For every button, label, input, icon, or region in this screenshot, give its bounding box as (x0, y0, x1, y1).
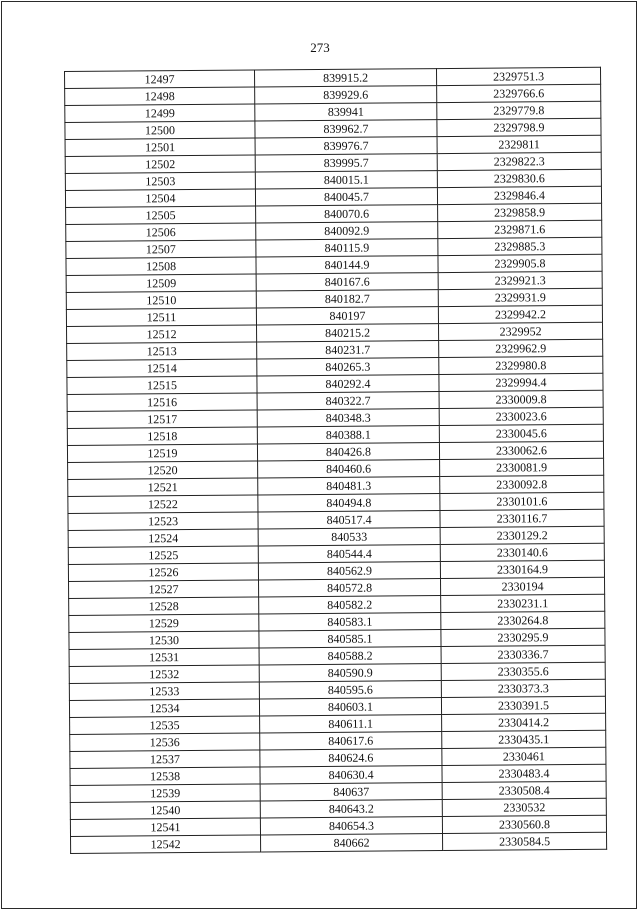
y-coordinate-cell: 2330009.8 (439, 390, 603, 408)
point-id-cell: 12521 (68, 478, 258, 496)
y-coordinate-cell: 2330435.1 (442, 730, 606, 748)
y-coordinate-cell: 2330508.4 (442, 781, 606, 799)
point-id-cell: 12538 (70, 767, 260, 785)
point-id-cell: 12539 (70, 784, 260, 802)
y-coordinate-cell: 2329779.8 (437, 101, 601, 119)
x-coordinate-cell: 840322.7 (257, 392, 439, 410)
point-id-cell: 12502 (65, 155, 255, 173)
point-id-cell: 12499 (65, 104, 255, 122)
point-id-cell: 12520 (68, 461, 258, 479)
point-id-cell: 12527 (69, 580, 259, 598)
x-coordinate-cell: 840617.6 (260, 732, 442, 750)
point-id-cell: 12512 (67, 325, 257, 343)
x-coordinate-cell: 840582.2 (259, 596, 441, 614)
x-coordinate-cell: 840182.7 (256, 290, 438, 308)
y-coordinate-cell: 2330101.6 (440, 492, 604, 510)
point-id-cell: 12537 (70, 750, 260, 768)
y-coordinate-cell: 2329962.9 (439, 339, 603, 357)
x-coordinate-cell: 840533 (258, 528, 440, 546)
x-coordinate-cell: 840494.8 (258, 494, 440, 512)
x-coordinate-cell: 840167.6 (256, 273, 438, 291)
point-id-cell: 12513 (67, 342, 257, 360)
x-coordinate-cell: 840517.4 (258, 511, 440, 529)
x-coordinate-cell: 840572.8 (259, 579, 441, 597)
x-coordinate-cell: 839995.7 (255, 154, 437, 172)
y-coordinate-cell: 2330129.2 (440, 526, 604, 544)
table-row (71, 832, 607, 853)
x-coordinate-cell: 840045.7 (255, 188, 437, 206)
y-coordinate-cell: 2329822.3 (437, 152, 601, 170)
y-coordinate-cell: 2329980.8 (439, 356, 603, 374)
x-coordinate-cell: 840654.3 (260, 817, 442, 835)
point-id-cell: 12529 (69, 614, 259, 632)
y-coordinate-cell: 2330355.6 (441, 662, 605, 680)
x-coordinate-cell: 839962.7 (255, 120, 437, 138)
y-coordinate-cell: 2330045.6 (439, 424, 603, 442)
point-id-cell: 12522 (68, 495, 258, 513)
x-coordinate-cell: 840215.2 (257, 324, 439, 342)
point-id-cell: 12517 (67, 410, 257, 428)
point-id-cell: 12518 (67, 427, 257, 445)
x-coordinate-cell: 840603.1 (259, 698, 441, 716)
x-coordinate-cell: 840585.1 (259, 630, 441, 648)
x-coordinate-cell: 839929.6 (255, 86, 437, 104)
point-id-cell: 12523 (68, 512, 258, 530)
x-coordinate-cell: 840070.6 (256, 205, 438, 223)
x-coordinate-cell: 840292.4 (257, 375, 439, 393)
y-coordinate-cell: 2330140.6 (440, 543, 604, 561)
x-coordinate-cell: 840562.9 (258, 562, 440, 580)
x-coordinate-cell: 840015.1 (255, 171, 437, 189)
y-coordinate-cell: 2329885.3 (438, 237, 602, 255)
point-id-cell: 12501 (65, 138, 255, 156)
y-coordinate-cell: 2330532 (442, 798, 606, 816)
page-number: 273 (310, 40, 330, 55)
y-coordinate-cell: 2330584.5 (443, 832, 607, 850)
x-coordinate-cell: 840611.1 (260, 715, 442, 733)
y-coordinate-cell: 2330295.9 (441, 628, 605, 646)
point-id-cell: 12511 (66, 308, 256, 326)
x-coordinate-cell: 840115.9 (256, 239, 438, 257)
y-coordinate-cell: 2329994.4 (439, 373, 603, 391)
point-id-cell: 12503 (65, 172, 255, 190)
x-coordinate-cell: 840092.9 (256, 222, 438, 240)
point-id-cell: 12541 (70, 818, 260, 836)
x-coordinate-cell: 840426.8 (257, 443, 439, 461)
y-coordinate-cell: 2330264.8 (441, 611, 605, 629)
y-coordinate-cell: 2330483.4 (442, 764, 606, 782)
point-id-cell: 12504 (65, 189, 255, 207)
point-id-cell: 12540 (70, 801, 260, 819)
point-id-cell: 12514 (67, 359, 257, 377)
y-coordinate-cell: 2330373.3 (441, 679, 605, 697)
coordinates-table (64, 67, 607, 854)
y-coordinate-cell: 2329858.9 (438, 203, 602, 221)
x-coordinate-cell: 840637 (260, 783, 442, 801)
x-coordinate-cell: 840583.1 (259, 613, 441, 631)
y-coordinate-cell: 2330164.9 (440, 560, 604, 578)
y-coordinate-cell: 2329871.6 (438, 220, 602, 238)
point-id-cell: 12534 (69, 699, 259, 717)
table-body (65, 67, 607, 853)
point-id-cell: 12508 (66, 257, 256, 275)
point-id-cell: 12533 (69, 682, 259, 700)
x-coordinate-cell: 840197 (256, 307, 438, 325)
y-coordinate-cell: 2329830.6 (437, 169, 601, 187)
y-coordinate-cell: 2330461 (442, 747, 606, 765)
y-coordinate-cell: 2330081.9 (440, 458, 604, 476)
point-id-cell: 12530 (69, 631, 259, 649)
x-coordinate-cell: 839915.2 (254, 69, 436, 87)
y-coordinate-cell: 2329931.9 (438, 288, 602, 306)
y-coordinate-cell: 2329766.6 (437, 84, 601, 102)
point-id-cell: 12500 (65, 121, 255, 139)
x-coordinate-cell: 840481.3 (258, 477, 440, 495)
y-coordinate-cell: 2329751.3 (436, 67, 600, 85)
y-coordinate-cell: 2330391.5 (441, 696, 605, 714)
y-coordinate-cell: 2329798.9 (437, 118, 601, 136)
y-coordinate-cell: 2330116.7 (440, 509, 604, 527)
y-coordinate-cell: 2330231.1 (441, 594, 605, 612)
x-coordinate-cell: 840388.1 (257, 426, 439, 444)
point-id-cell: 12536 (70, 733, 260, 751)
point-id-cell: 12497 (65, 70, 255, 88)
x-coordinate-cell: 840544.4 (258, 545, 440, 563)
y-coordinate-cell: 2329921.3 (438, 271, 602, 289)
point-id-cell: 12505 (66, 206, 256, 224)
x-coordinate-cell: 840348.3 (257, 409, 439, 427)
y-coordinate-cell: 2329952 (438, 322, 602, 340)
y-coordinate-cell: 2330194 (440, 577, 604, 595)
point-id-cell: 12535 (70, 716, 260, 734)
y-coordinate-cell: 2330062.6 (439, 441, 603, 459)
x-coordinate-cell: 839941 (255, 103, 437, 121)
y-coordinate-cell: 2330092.8 (440, 475, 604, 493)
point-id-cell: 12516 (67, 393, 257, 411)
x-coordinate-cell: 840630.4 (260, 766, 442, 784)
point-id-cell: 12519 (67, 444, 257, 462)
y-coordinate-cell: 2329905.8 (438, 254, 602, 272)
point-id-cell: 12528 (69, 597, 259, 615)
y-coordinate-cell: 2330560.8 (442, 815, 606, 833)
x-coordinate-cell: 840595.6 (259, 681, 441, 699)
point-id-cell: 12524 (68, 529, 258, 547)
point-id-cell: 12509 (66, 274, 256, 292)
point-id-cell: 12515 (67, 376, 257, 394)
y-coordinate-cell: 2330023.6 (439, 407, 603, 425)
y-coordinate-cell: 2329846.4 (437, 186, 601, 204)
x-coordinate-cell: 840643.2 (260, 800, 442, 818)
point-id-cell: 12542 (71, 835, 261, 853)
x-coordinate-cell: 840231.7 (257, 341, 439, 359)
x-coordinate-cell: 840624.6 (260, 749, 442, 767)
point-id-cell: 12498 (65, 87, 255, 105)
x-coordinate-cell: 839976.7 (255, 137, 437, 155)
y-coordinate-cell: 2329942.2 (438, 305, 602, 323)
x-coordinate-cell: 840662 (261, 834, 443, 852)
y-coordinate-cell: 2330414.2 (442, 713, 606, 731)
point-id-cell: 12532 (69, 665, 259, 683)
point-id-cell: 12526 (68, 563, 258, 581)
x-coordinate-cell: 840265.3 (257, 358, 439, 376)
point-id-cell: 12510 (66, 291, 256, 309)
point-id-cell: 12507 (66, 240, 256, 258)
y-coordinate-cell: 2329811 (437, 135, 601, 153)
x-coordinate-cell: 840588.2 (259, 647, 441, 665)
point-id-cell: 12531 (69, 648, 259, 666)
x-coordinate-cell: 840460.6 (258, 460, 440, 478)
point-id-cell: 12506 (66, 223, 256, 241)
point-id-cell: 12525 (68, 546, 258, 564)
x-coordinate-cell: 840144.9 (256, 256, 438, 274)
x-coordinate-cell: 840590.9 (259, 664, 441, 682)
y-coordinate-cell: 2330336.7 (441, 645, 605, 663)
